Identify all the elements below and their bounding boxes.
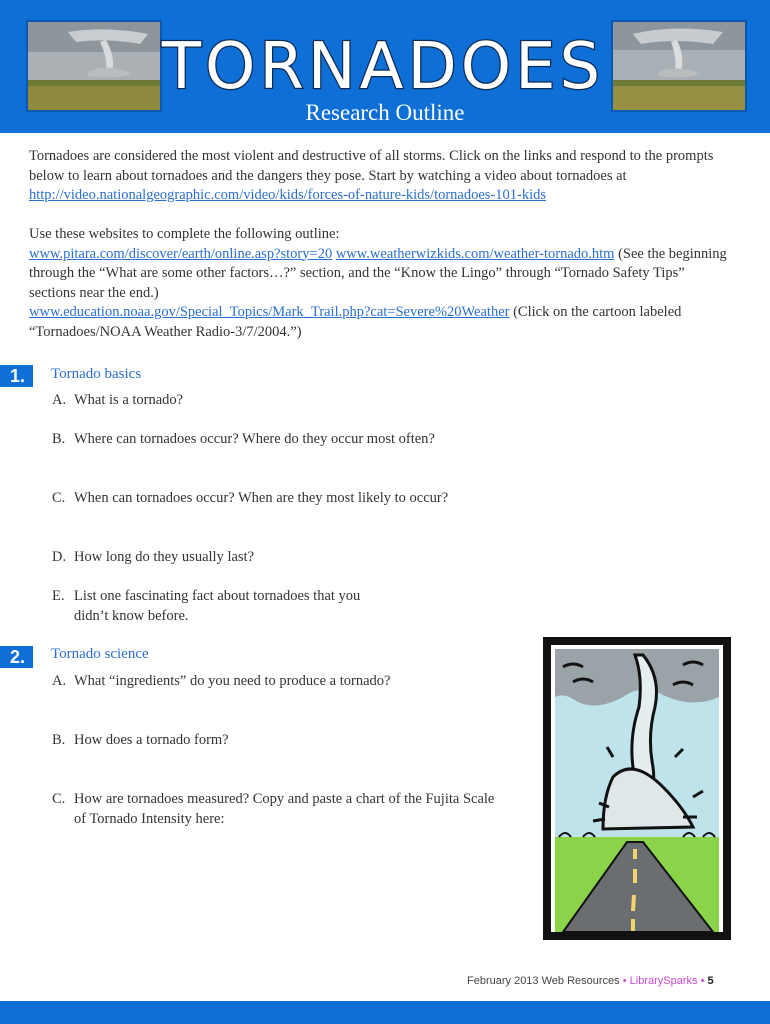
- question-text: How does a tornado form?: [74, 732, 229, 748]
- question-text-continued: of Tornado Intensity here:: [74, 810, 225, 827]
- title-graphic: [160, 28, 606, 98]
- header-banner: [0, 0, 770, 133]
- question-letter: D.: [52, 549, 67, 565]
- question-1c: [52, 489, 522, 509]
- websites-lead: Use these websites to complete the following outline:: [29, 226, 340, 242]
- websites-paragraph: [29, 225, 735, 342]
- question-2a: [52, 672, 522, 692]
- question-letter: A.: [52, 392, 67, 408]
- question-letter: C.: [52, 791, 66, 807]
- weatherwizkids-link[interactable]: www.weatherwizkids.com/weather-tornado.htm: [335, 245, 615, 262]
- question-1b: [52, 430, 522, 450]
- question-2c: [52, 790, 522, 829]
- intro-paragraph: [29, 147, 735, 206]
- question-1d: [52, 548, 522, 568]
- page-title: TORNADOES: [161, 30, 605, 98]
- question-text-continued: didn’t know before.: [74, 607, 189, 624]
- noaa-link[interactable]: www.education.noaa.gov/Special_Topics/Mark_Trail.php?cat=Severe%20Weather: [29, 304, 510, 320]
- page-subtitle: Research Outline: [305, 100, 465, 125]
- tornado-photo-right: [611, 20, 747, 112]
- question-2b: [52, 731, 522, 751]
- natgeo-video-link[interactable]: http://video.nationalgeographic.com/video/kids/forces-of-nature-kids/tornadoes-101-kids: [29, 187, 547, 203]
- question-1a: [52, 391, 522, 411]
- pitara-link[interactable]: www.pitara.com/discover/earth/online.asp?story=20: [29, 245, 333, 262]
- section-2-number: 2.: [0, 646, 33, 668]
- question-letter: A.: [52, 673, 67, 689]
- question-text: What is a tornado?: [74, 392, 184, 408]
- section-2-title: Tornado science: [51, 646, 149, 662]
- section-1-title: Tornado basics: [51, 366, 142, 382]
- footer-brand: LibrarySparks: [629, 975, 698, 987]
- question-1e: [52, 587, 522, 626]
- question-letter: B.: [52, 431, 66, 447]
- tornado-illustration: [543, 637, 731, 940]
- section-1-number: 1.: [0, 365, 33, 387]
- question-text: When can tornadoes occur? When are they most likely to occur?: [74, 490, 449, 506]
- question-text: List one fascinating fact about tornadoes that you: [74, 588, 361, 604]
- question-letter: C.: [52, 490, 66, 506]
- footer-issue: February 2013 Web Resources: [467, 975, 620, 987]
- page-footer: [467, 975, 714, 987]
- noaa-note: (Click on the cartoon labeled “Tornadoes/NOAA Weather Radio-3/7/2004.”): [29, 304, 682, 340]
- question-text: What “ingredients” do you need to produce a tornado?: [74, 673, 391, 689]
- question-text: Where can tornadoes occur? Where do they occur most often?: [74, 431, 435, 447]
- footer-separator: •: [622, 975, 627, 987]
- footer-separator: •: [700, 975, 705, 987]
- question-text: How are tornadoes measured? Copy and paste a chart of the Fujita Scale: [74, 791, 495, 807]
- intro-sentence: Tornadoes are considered the most violent and destructive of all storms. Click on the links and respond to the prompts below to learn about tornadoes and the dangers they pose. Start by watching a video about tornadoes at: [29, 148, 714, 184]
- question-letter: B.: [52, 732, 66, 748]
- tornado-photo-left: [26, 20, 162, 112]
- question-letter: E.: [52, 588, 65, 604]
- question-text: How long do they usually last?: [74, 549, 255, 565]
- page-number: 5: [707, 975, 714, 987]
- bottom-bar: [0, 1001, 770, 1024]
- weatherwizkids-note: (See the beginning through the “What are some other factors…?” section, and the “Know the Lingo” through “Tornado Safety Tips” sections near the end.): [29, 245, 727, 301]
- intro-text: [29, 147, 735, 342]
